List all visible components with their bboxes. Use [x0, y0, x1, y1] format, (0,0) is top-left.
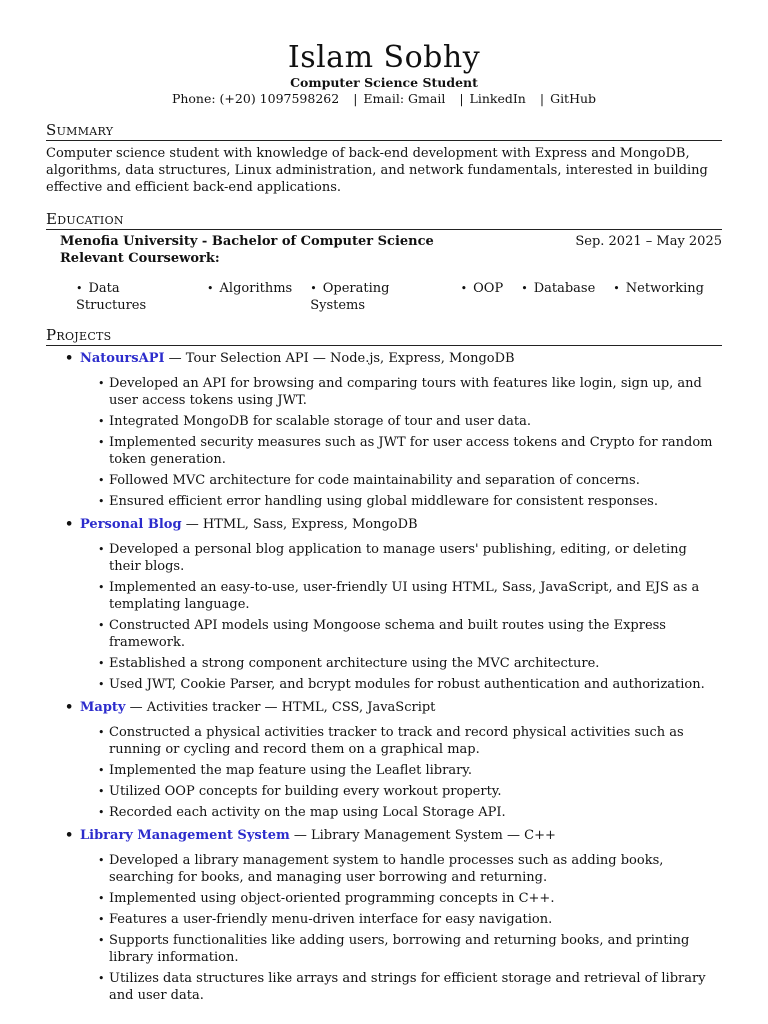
list-item: • Developed a personal blog application to manage users' publishing, editing, or deleting their blogs. [109, 541, 722, 575]
education-dates: Sep. 2021 – May 2025 [575, 234, 722, 249]
list-item: • Constructed a physical activities tracker to track and record physical activities such as running or cycling and record them on a graphical map. [109, 724, 722, 758]
candidate-title: Computer Science Student [290, 75, 478, 90]
project-description: — Tour Selection API — Node.js, Express, MongoDB [164, 351, 515, 366]
course-item: • OOP [461, 280, 504, 314]
course-item: • Data Structures [76, 280, 189, 314]
candidate-name: Islam Sobhy [287, 40, 481, 75]
list-item: • Supports functionalities like adding users, borrowing and returning books, and printing library information. [109, 932, 722, 966]
list-item: • Utilizes data structures like arrays and strings for efficient storage and retrieval of library and user data. [109, 970, 722, 1004]
list-item: • Constructed API models using Mongoose schema and built routes using the Express framework. [109, 617, 722, 651]
list-item: • Recorded each activity on the map using Local Storage API. [109, 804, 722, 821]
summary-text: Computer science student with knowledge of back-end development with Express and MongoDB, algorithms, data structures, Linux administration, and network fundamentals, interested in building effective and efficient back-end applications. [46, 146, 708, 195]
list-item: • Followed MVC architecture for code maintainability and separation of concerns. [109, 472, 722, 489]
course-item: • Networking [613, 280, 704, 314]
project-header [46, 350, 722, 367]
education-heading: Education [46, 210, 722, 230]
project-bullets [46, 724, 722, 821]
list-item: • Utilized OOP concepts for building every workout property. [109, 783, 722, 800]
list-item: • Implemented an easy-to-use, user-friendly UI using HTML, Sass, JavaScript, and EJS as a templating language. [109, 579, 722, 613]
course-item: • Operating Systems [310, 280, 442, 314]
summary-heading: Summary [46, 121, 722, 141]
list-item: • Established a strong component architecture using the MVC architecture. [109, 655, 722, 672]
phone-text: Phone: (+20) 1097598262 [171, 91, 340, 106]
separator: | [539, 91, 545, 106]
list-item: • Ensured efficient error handling using global middleware for consistent responses. [109, 493, 722, 510]
coursework-label: Relevant Coursework: [60, 251, 220, 266]
separator: | [459, 91, 464, 106]
project-header [46, 699, 722, 716]
coursework-row [46, 250, 722, 267]
email-link[interactable]: Email: Gmail [363, 91, 446, 106]
list-item: • Features a user-friendly menu-driven interface for easy navigation. [109, 911, 722, 928]
list-item: • Implemented security measures such as JWT for user access tokens and Crypto for random token generation. [109, 434, 722, 468]
linkedin-link[interactable]: LinkedIn [469, 91, 526, 106]
project-link[interactable]: NatoursAPI [80, 351, 165, 366]
project-header [46, 516, 722, 533]
contact-line [46, 91, 722, 107]
project-entry [46, 350, 722, 510]
project-link[interactable]: Mapty [80, 700, 126, 715]
project-bullets [46, 541, 722, 693]
course-item: • Algorithms [207, 280, 292, 314]
separator: | [353, 91, 358, 106]
project-entry [46, 516, 722, 693]
list-item: • Implemented the map feature using the Leaflet library. [109, 762, 722, 779]
list-item: • Integrated MongoDB for scalable storage of tour and user data. [109, 413, 722, 430]
list-item: • Developed an API for browsing and comparing tours with features like login, sign up, and user access tokens using JWT. [109, 375, 722, 409]
github-link[interactable]: GitHub [550, 91, 597, 106]
course-item: • Database [521, 280, 595, 314]
project-bullets [46, 852, 722, 1004]
project-description: — Library Management System — C++ [289, 828, 556, 843]
school-name: Menofia University - Bachelor of Computer Science [60, 234, 434, 249]
education-row [46, 233, 722, 250]
project-header [46, 827, 722, 844]
project-description: — HTML, Sass, Express, MongoDB [181, 517, 418, 532]
list-item: • Developed a library management system to handle processes such as adding books, searching for books, and managing user borrowing and returning. [109, 852, 722, 886]
course-list [46, 280, 722, 314]
project-link[interactable]: Personal Blog [80, 517, 182, 532]
resume-header [46, 0, 722, 107]
list-item: • Implemented using object-oriented programming concepts in C++. [109, 890, 722, 907]
project-description: — Activities tracker — HTML, CSS, JavaScript [125, 700, 436, 715]
project-entry [46, 699, 722, 821]
project-entry [46, 827, 722, 1004]
projects-heading: Projects [46, 326, 722, 346]
project-bullets [46, 375, 722, 510]
list-item: • Used JWT, Cookie Parser, and bcrypt modules for robust authentication and authorization. [109, 676, 722, 693]
project-link[interactable]: Library Management System [80, 828, 290, 843]
